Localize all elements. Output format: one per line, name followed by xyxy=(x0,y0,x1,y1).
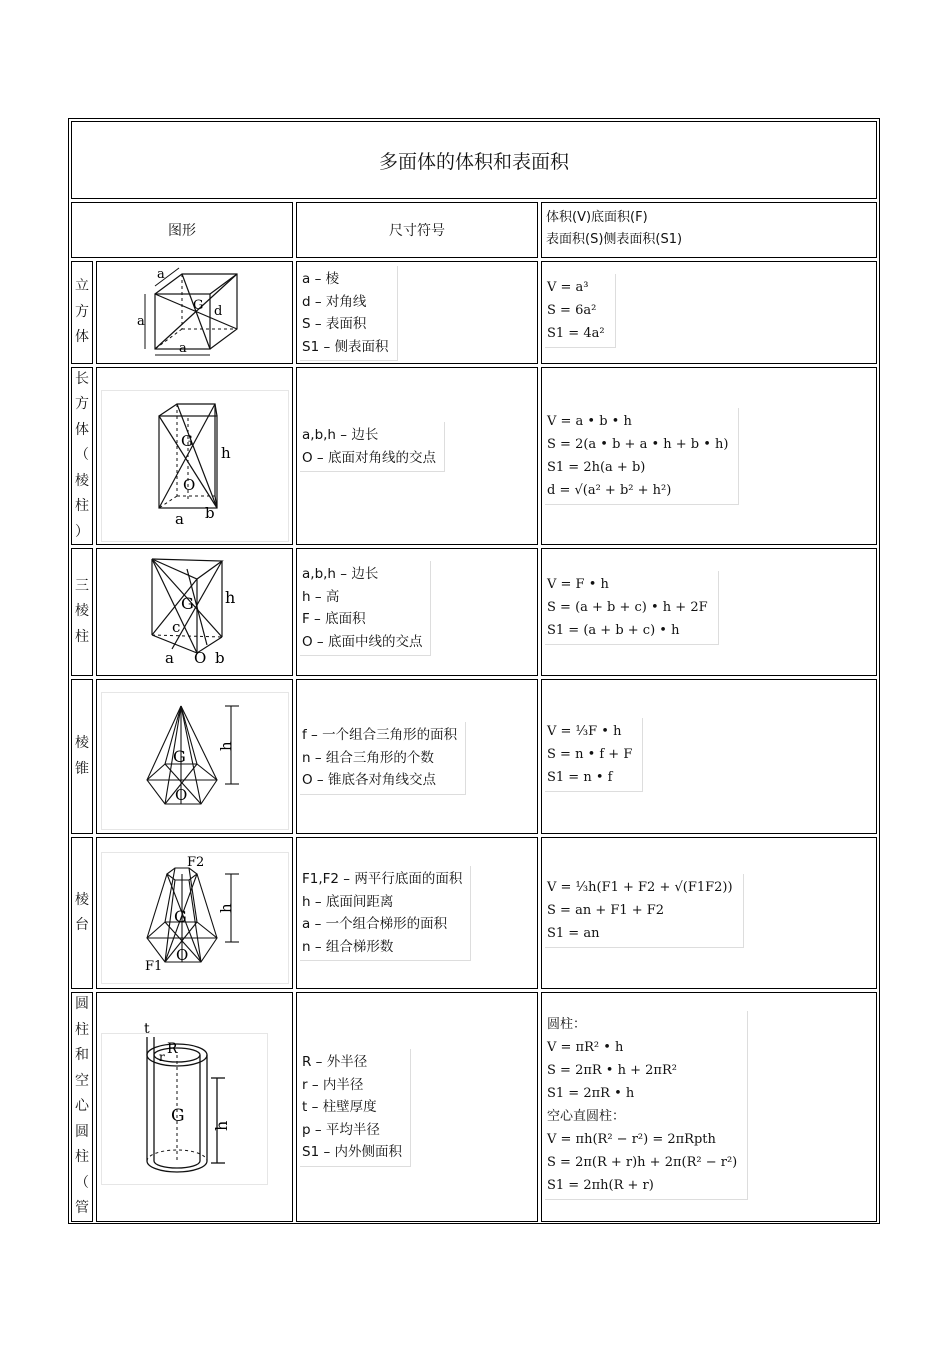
label-f1: F1 xyxy=(145,959,163,974)
formula-line: S1 = 2h(a + b) xyxy=(547,460,646,475)
symbol-line: S1 – 侧表面积 xyxy=(302,338,389,355)
label-g: G xyxy=(181,594,194,613)
formulas-cube xyxy=(541,261,877,364)
name-char: 棱 xyxy=(75,735,89,751)
label-a-left: a xyxy=(137,314,145,329)
label-b: b xyxy=(205,504,215,522)
symbols-box xyxy=(300,266,398,361)
symbols-box xyxy=(300,561,431,656)
formula-box xyxy=(545,718,643,792)
cube-diagram xyxy=(97,262,292,363)
formula-line: S = 6a² xyxy=(547,303,597,318)
label-a: a xyxy=(165,649,174,667)
label-a-top: a xyxy=(157,267,165,282)
label-a-bottom: a xyxy=(179,341,187,356)
header-figure xyxy=(71,202,293,258)
formula-table xyxy=(68,118,880,1224)
symbol-line: n – 组合梯形数 xyxy=(302,938,394,955)
label-o: O xyxy=(175,786,188,804)
label-h: h xyxy=(217,741,235,751)
symbol-line: S1 – 内外侧面积 xyxy=(302,1144,402,1160)
label-o: O xyxy=(176,946,189,964)
label-o: O xyxy=(194,649,207,667)
formulas-cylinder xyxy=(541,992,877,1222)
label-g: G xyxy=(171,1106,185,1126)
formula-line: V = F • h xyxy=(547,577,609,592)
formula-line: S = 2π(R + r)h + 2π(R² − r²) xyxy=(547,1155,738,1170)
cylinder-diagram xyxy=(97,993,292,1221)
formula-line: S1 = 4a² xyxy=(547,326,605,341)
formula-line: V = a • b • h xyxy=(547,414,632,429)
name-char: （ xyxy=(75,1174,89,1191)
symbol-line: S – 表面积 xyxy=(302,316,367,332)
header-symbols-text: 尺寸符号 xyxy=(389,223,445,239)
figure-triangular-prism xyxy=(96,548,293,676)
name-char: 台 xyxy=(75,917,89,933)
name-char: 三 xyxy=(75,577,89,594)
name-char: 方 xyxy=(75,303,89,320)
label-g: G xyxy=(193,298,204,313)
figure-cube xyxy=(96,261,293,364)
formula-line: V = ⅓F • h xyxy=(547,724,622,739)
formula-line: V = πh(R² − r²) = 2πRpth xyxy=(547,1132,716,1147)
symbols-cylinder xyxy=(296,992,538,1222)
label-d: d xyxy=(214,304,223,319)
label-h: h xyxy=(212,1120,231,1131)
formula-line: S = 2πR • h + 2πR² xyxy=(547,1063,677,1078)
formula-heading-hollow-cylinder: 空心直圆柱： xyxy=(547,1109,626,1124)
symbols-box xyxy=(300,422,445,472)
figure-pyramid xyxy=(96,679,293,834)
header-figure-text: 图形 xyxy=(168,223,196,239)
row-name-triangular-prism xyxy=(71,548,93,676)
label-g: G xyxy=(173,747,186,766)
row-name-frustum xyxy=(71,837,93,989)
symbol-line: n – 组合三角形的个数 xyxy=(302,749,434,766)
symbol-line: F1,F2 – 两平行底面的面积 xyxy=(302,871,463,887)
name-char: 柱 xyxy=(75,498,89,515)
figure-cylinder xyxy=(96,992,293,1222)
label-a: a xyxy=(175,510,184,528)
symbol-line: r – 内半径 xyxy=(302,1076,364,1093)
symbol-line: R – 外半径 xyxy=(302,1054,368,1070)
label-t: t xyxy=(144,1021,150,1037)
label-h: h xyxy=(225,588,236,607)
symbols-box xyxy=(300,866,471,961)
label-r-outer: R xyxy=(167,1041,178,1057)
figure-cuboid xyxy=(96,367,293,545)
name-char: 管 xyxy=(75,1200,89,1217)
name-char: 方 xyxy=(75,396,89,413)
header-symbols xyxy=(296,202,538,258)
name-char: 心 xyxy=(75,1098,89,1115)
cuboid-diagram xyxy=(97,368,292,544)
symbols-cuboid xyxy=(296,367,538,545)
formula-line: S1 = (a + b + c) • h xyxy=(547,623,680,638)
label-h: h xyxy=(217,903,235,913)
header-formulas xyxy=(541,202,877,258)
symbol-line: d – 对角线 xyxy=(302,293,367,310)
formula-line: S = 2(a • b + a • h + b • h) xyxy=(547,437,729,452)
row-name-cuboid xyxy=(71,367,93,545)
name-char: 柱 xyxy=(75,1149,89,1166)
formulas-cuboid xyxy=(541,367,877,545)
symbols-frustum xyxy=(296,837,538,989)
symbol-line: t – 柱壁厚度 xyxy=(302,1099,377,1115)
row-name-cube xyxy=(71,261,93,364)
name-char: 空 xyxy=(75,1072,89,1089)
symbols-box xyxy=(300,1049,411,1167)
symbol-line: O – 底面中线的交点 xyxy=(302,633,423,650)
symbols-triangular-prism xyxy=(296,548,538,676)
formula-line: S1 = 2πR • h xyxy=(547,1086,635,1101)
formula-line: S = (a + b + c) • h + 2F xyxy=(547,600,708,615)
formula-box xyxy=(545,1011,748,1200)
name-char: 长 xyxy=(75,370,89,387)
symbol-line: f – 一个组合三角形的面积 xyxy=(302,727,458,743)
label-r-inner: r xyxy=(159,1050,165,1064)
formula-heading-cylinder: 圆柱： xyxy=(547,1017,587,1032)
formula-line: S1 = an xyxy=(547,926,600,941)
formulas-pyramid xyxy=(541,679,877,834)
formula-line: V = ⅓h(F1 + F2 + √(F1F2)) xyxy=(547,880,733,895)
formula-line: V = πR² • h xyxy=(547,1040,624,1055)
symbol-line: a,b,h – 边长 xyxy=(302,566,379,582)
formula-box xyxy=(545,874,744,948)
header-formulas-line1: 体积(V)底面积(F) xyxy=(546,210,648,225)
formula-line: S = n • f + F xyxy=(547,747,633,762)
symbol-line: O – 底面对角线的交点 xyxy=(302,449,436,466)
label-b: b xyxy=(215,649,225,667)
formula-box xyxy=(545,408,739,505)
formula-line: V = a³ xyxy=(547,280,589,295)
name-char: 锥 xyxy=(75,760,89,777)
symbol-line: h – 底面间距离 xyxy=(302,893,394,910)
symbols-box xyxy=(300,722,466,795)
pyramid-diagram xyxy=(97,680,292,833)
symbol-line: h – 高 xyxy=(302,588,340,605)
label-c: c xyxy=(172,618,181,636)
name-char: 棱 xyxy=(75,891,89,908)
name-char: 和 xyxy=(75,1047,89,1064)
triangular-prism-diagram xyxy=(97,549,292,675)
formulas-triangular-prism xyxy=(541,548,877,676)
name-char: 体 xyxy=(75,329,89,346)
label-o: O xyxy=(183,476,196,494)
name-char: 立 xyxy=(75,278,89,295)
header-formulas-line2: 表面积(S)侧表面积(S1) xyxy=(546,232,683,247)
formula-line: d = √(a² + b² + h²) xyxy=(547,483,672,498)
formula-line: S = an + F1 + F2 xyxy=(547,903,665,918)
symbol-line: a – 一个组合梯形的面积 xyxy=(302,916,448,932)
formula-box xyxy=(545,274,616,348)
frustum-diagram xyxy=(97,838,292,988)
symbol-line: a – 棱 xyxy=(302,271,340,287)
label-h: h xyxy=(221,444,231,462)
name-char: 棱 xyxy=(75,603,89,620)
formula-line: S1 = 2πh(R + r) xyxy=(547,1178,654,1193)
row-name-pyramid xyxy=(71,679,93,834)
name-char: 圆 xyxy=(75,1123,89,1140)
formula-line: S1 = n • f xyxy=(547,770,613,785)
name-char: 棱 xyxy=(75,472,89,489)
name-char: 柱 xyxy=(75,628,89,645)
table-title xyxy=(71,121,877,199)
name-char: （ xyxy=(75,447,89,464)
label-g: G xyxy=(174,907,187,926)
symbol-line: F – 底面积 xyxy=(302,611,366,627)
label-g: G xyxy=(181,432,193,450)
symbol-line: O – 锥底各对角线交点 xyxy=(302,772,436,788)
symbols-cube xyxy=(296,261,538,364)
name-char: 体 xyxy=(75,421,89,438)
name-char: 圆 xyxy=(75,996,89,1013)
label-f2: F2 xyxy=(187,855,205,870)
symbol-line: p – 平均半径 xyxy=(302,1121,380,1138)
symbol-line: a,b,h – 边长 xyxy=(302,427,379,443)
table-title-text: 多面体的体积和表面积 xyxy=(378,150,569,173)
formulas-frustum xyxy=(541,837,877,989)
row-name-cylinder xyxy=(71,992,93,1222)
name-char: ） xyxy=(75,523,89,540)
figure-frustum xyxy=(96,837,293,989)
symbols-pyramid xyxy=(296,679,538,834)
formula-box xyxy=(545,571,719,645)
name-char: 柱 xyxy=(75,1021,89,1038)
